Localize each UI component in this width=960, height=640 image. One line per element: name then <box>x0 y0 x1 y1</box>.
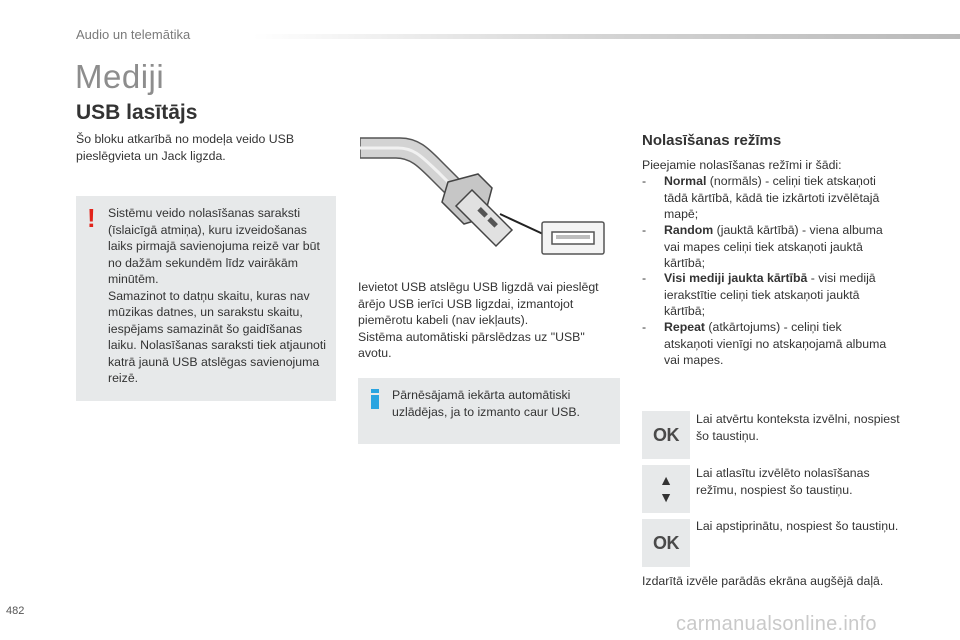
page-title: Mediji <box>75 58 165 95</box>
modes-intro: Pieejamie nolasīšanas režīmi ir šādi: <box>642 158 842 172</box>
mode-name: Normal <box>664 174 707 188</box>
list-dash: - <box>642 174 647 188</box>
mode-desc: (normāls) - celiņi tiek atskaņoti tādā kārtībā, kādā tie izkārtoti izvēlētajā mapē; <box>664 174 880 221</box>
warning-text <box>108 205 328 387</box>
mode-name: Visi mediji jaukta kārtībā <box>664 271 808 285</box>
page-number: 482 <box>6 605 25 617</box>
ok-button-context[interactable]: OK <box>642 411 690 459</box>
section-subtitle: USB lasītājs <box>76 101 198 124</box>
mode-desc: - visi medijā ierakstītie celiņi tiek atskaņoti jauktā kārtībā; <box>664 271 876 318</box>
mode-desc: (jauktā kārtībā) - viena albuma vai mapes celiņi tiek atskaņoti jauktā kārtībā; <box>664 223 883 270</box>
footer-text: Izdarītā izvēle parādās ekrāna augšējā daļā. <box>642 574 884 588</box>
warning-paragraph-1: Sistēmu veido nolasīšanas saraksti (īslaicīgā atmiņa), kuru izveidošanas laiks pirmajā savienojuma reizē var būt no dažām sekundēm līdz vairākām minūtēm. <box>108 206 320 286</box>
ok-confirm-text: Lai apstiprinātu, nospiest šo taustiņu. <box>696 519 899 533</box>
info-text: Pārnēsājamā iekārta automātiski uzlādējas, ja to izmanto caur USB. <box>392 388 580 419</box>
up-down-buttons[interactable] <box>642 465 690 513</box>
section-name: Audio un telemātika <box>76 27 191 42</box>
ok-context-text: Lai atvērtu konteksta izvēlni, nospiest šo taustiņu. <box>696 412 900 443</box>
arrow-down-icon[interactable]: ▼ <box>659 489 673 505</box>
mode-name: Random <box>664 223 714 237</box>
warning-paragraph-2: Samazinot to datņu skaitu, kuras nav mūzikas datnes, un sarakstu skaitu, iespējams samazināt šo gaidīšanas laiku. Nolasīšanas saraksti tiek atjaunoti katrā jaunā USB atslēgas savienojuma reizē. <box>108 288 327 385</box>
usb-instructions <box>358 279 618 362</box>
usb-plug-illustration <box>360 130 620 275</box>
header-rule <box>76 34 960 39</box>
list-dash: - <box>642 271 647 285</box>
arrows-text: Lai atlasītu izvēlēto nolasīšanas režīmu, nospiest šo taustiņu. <box>696 466 870 497</box>
watermark: carmanualsonline.info <box>676 613 877 635</box>
arrow-up-icon[interactable]: ▲ <box>659 472 673 488</box>
exclamation-icon: ! <box>87 203 96 233</box>
list-dash: - <box>642 320 647 334</box>
info-icon <box>371 389 379 409</box>
intro-text: Šo bloku atkarībā no modeļa veido USB pieslēgvieta un Jack ligzda. <box>76 132 295 163</box>
list-dash: - <box>642 223 647 237</box>
ok-button-confirm[interactable]: OK <box>642 519 690 567</box>
mode-desc: (atkārtojums) - celiņi tiek atskaņoti vienīgi no atskaņojamā albuma vai mapes. <box>664 320 887 367</box>
modes-title: Nolasīšanas režīms <box>642 132 782 149</box>
usb-paragraph-1: Ievietot USB atslēgu USB ligzdā vai pieslēgt ārējo USB ierīci USB ligzdai, izmantojot piemērotu kabeli (nav iekļauts). <box>358 280 599 327</box>
mode-name: Repeat <box>664 320 706 334</box>
usb-paragraph-2: Sistēma automātiski pārslēdzas uz "USB" avotu. <box>358 329 585 360</box>
